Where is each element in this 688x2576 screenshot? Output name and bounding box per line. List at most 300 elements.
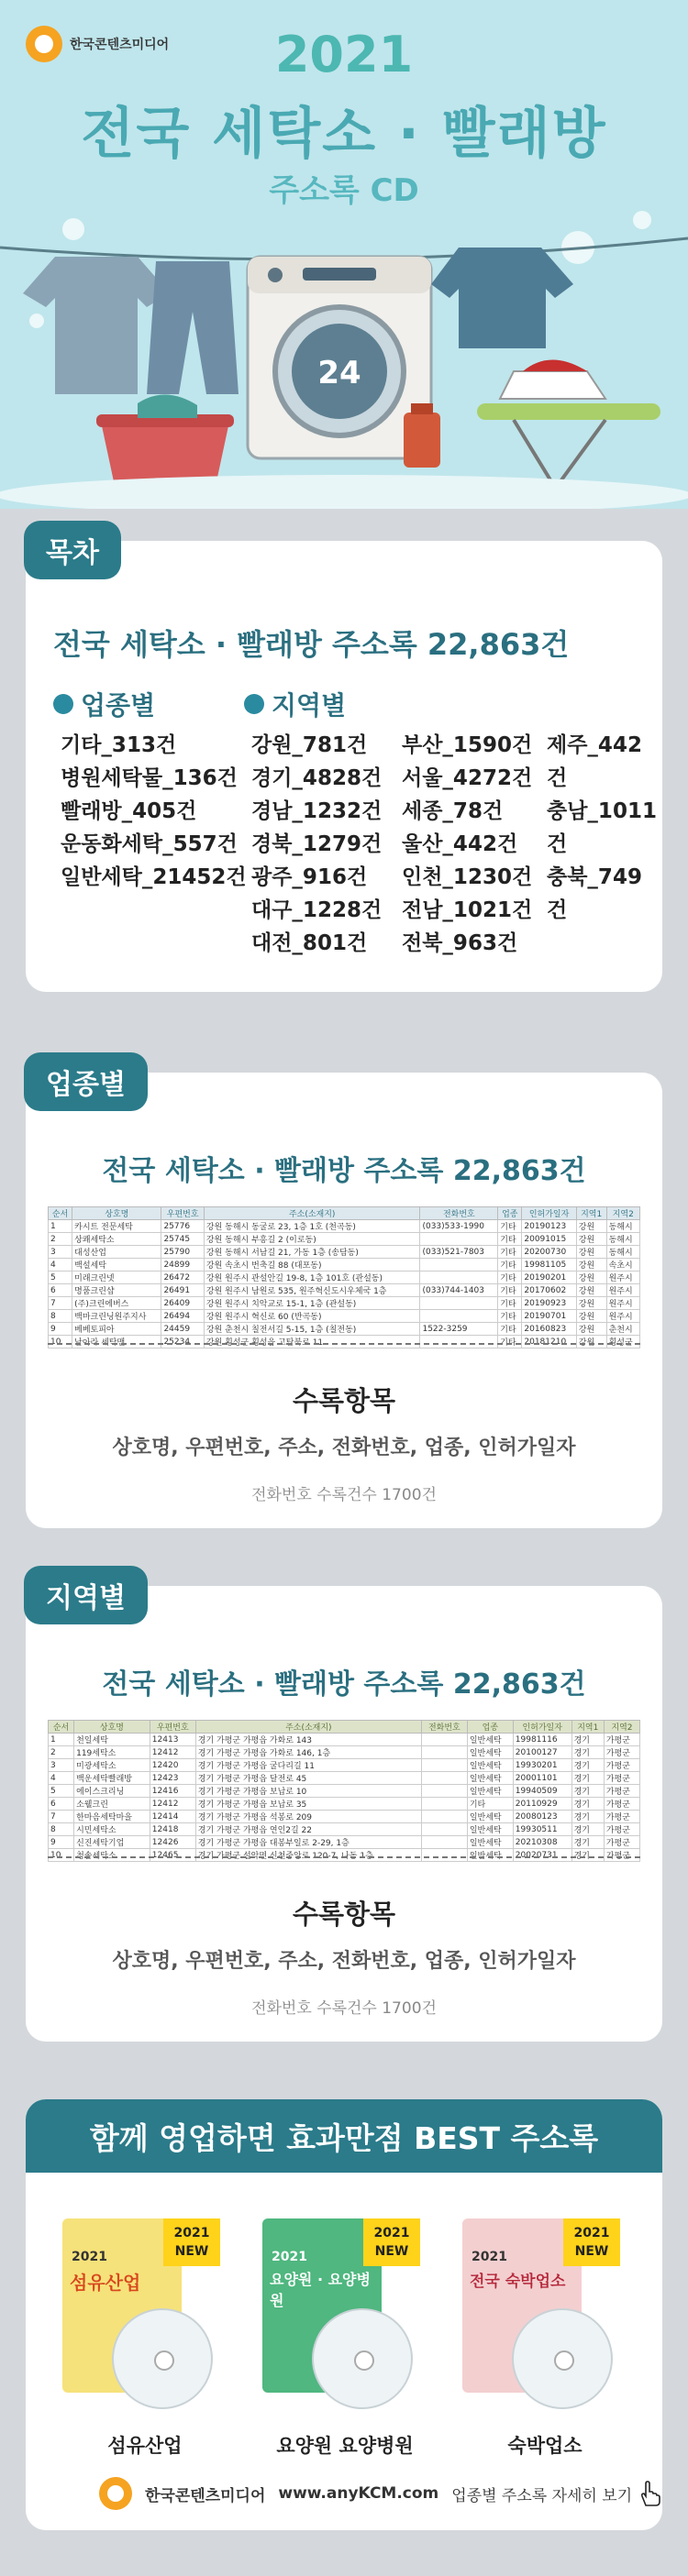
table-cell: 강원	[576, 1259, 606, 1271]
list-item: 경기_4828건	[251, 766, 383, 790]
product-year: 2021	[472, 2250, 507, 2264]
table-cell: 한마음세탁마을	[74, 1811, 150, 1823]
table-cell: 가평군	[604, 1734, 639, 1746]
table-cell: 가평군	[604, 1811, 639, 1823]
table-cell: 일반세탁	[467, 1811, 513, 1823]
table-cell: 일반세탁	[467, 1772, 513, 1785]
table-cell	[420, 1233, 498, 1246]
table-cell: 속초시	[606, 1259, 639, 1271]
table-cell: (033)744-1403	[420, 1284, 498, 1297]
table-cell: 가평군	[604, 1772, 639, 1785]
hand-pointer-icon	[638, 2480, 661, 2507]
table-header-cell: 상호명	[74, 1721, 150, 1734]
table-cell: 12465	[150, 1849, 195, 1862]
more-link-label: 업종별 주소록 자세히 보기	[451, 2486, 633, 2505]
footer-row	[99, 2477, 661, 2510]
table-cell: 20190201	[522, 1271, 576, 1284]
table-cell: 일반세탁	[467, 1823, 513, 1836]
table-cell: 가평군	[604, 1823, 639, 1836]
table-cell: 경기	[571, 1759, 604, 1772]
table-cell: 강원	[576, 1310, 606, 1323]
table-header-cell: 우편번호	[150, 1721, 195, 1734]
table-cell: 기타	[498, 1271, 522, 1284]
table-cell: 미광세탁소	[74, 1759, 150, 1772]
table-cell	[420, 1271, 498, 1284]
divider	[48, 1343, 640, 1345]
region-sample-table	[48, 1720, 640, 1862]
fields-heading: 수록항목	[292, 1899, 396, 1930]
table-row	[49, 1734, 640, 1746]
table-cell: 기타	[498, 1220, 522, 1233]
table-cell: 강원 횡성군 횡성읍 고탑북로 11	[204, 1336, 420, 1349]
region-section	[26, 1582, 662, 2042]
hero-banner	[0, 0, 688, 509]
table-cell: 일반세탁	[467, 1785, 513, 1798]
table-cell	[421, 1746, 467, 1759]
table-cell: 기타	[498, 1297, 522, 1310]
fields-list: 상호명, 우편번호, 주소, 전화번호, 업종, 인허가일자	[112, 1950, 576, 1973]
list-item: 광주_916건	[251, 865, 368, 889]
table-cell: 12426	[150, 1836, 195, 1849]
table-cell: 강원 속초시 번축길 88 (대포동)	[204, 1259, 420, 1271]
table-header-row	[49, 1207, 640, 1220]
table-cell: 26409	[161, 1297, 204, 1310]
table-cell: 경기 가평군 가평읍 보납로 10	[195, 1785, 421, 1798]
table-cell: 기타	[498, 1310, 522, 1323]
table-row	[49, 1246, 640, 1259]
product-caption[interactable]: 요양원 요양병원	[276, 2435, 414, 2457]
table-row	[49, 1836, 640, 1849]
table-row	[49, 1297, 640, 1310]
bullet-icon	[53, 694, 73, 714]
table-cell: 12423	[150, 1772, 195, 1785]
table-cell: 기타	[498, 1233, 522, 1246]
table-cell: 19930201	[513, 1759, 571, 1772]
laundry-illustration	[0, 211, 688, 509]
table-cell	[420, 1310, 498, 1323]
table-cell: 일반세탁	[467, 1746, 513, 1759]
list-item: 대구_1228건	[251, 898, 383, 922]
table-cell: 119세탁소	[74, 1746, 150, 1759]
table-header-cell: 지역2	[604, 1721, 639, 1734]
table-header-cell: 인허가일자	[522, 1207, 576, 1220]
table-cell: 12412	[150, 1798, 195, 1811]
table-cell: 경기 가평군 가평읍 석봉로 209	[195, 1811, 421, 1823]
table-cell: 일반세탁	[467, 1849, 513, 1862]
hero-subtitle: 주소록 CD	[269, 172, 419, 209]
table-cell: 원주시	[606, 1271, 639, 1284]
product-textile[interactable]	[62, 2218, 227, 2402]
new-badge: 2021 NEW	[563, 2218, 620, 2266]
region-title: 전국 세탁소 · 빨래방 주소록 22,863건	[102, 1668, 586, 1701]
table-cell: 20110929	[513, 1798, 571, 1811]
table-cell: 가평군	[604, 1836, 639, 1849]
table-row	[49, 1772, 640, 1785]
table-cell: 동해시	[606, 1246, 639, 1259]
table-cell	[421, 1823, 467, 1836]
table-cell: 20210308	[513, 1836, 571, 1849]
table-cell: 가평군	[604, 1785, 639, 1798]
table-header-cell: 전화번호	[420, 1207, 498, 1220]
table-cell: 20100127	[513, 1746, 571, 1759]
table-cell: 강원 동해시 동굴로 23, 1층 1호 (천곡동)	[204, 1220, 420, 1233]
product-caption[interactable]: 섬유산업	[107, 2435, 183, 2457]
table-cell: 가평군	[604, 1798, 639, 1811]
table-cell: 1	[49, 1220, 72, 1233]
table-row	[49, 1259, 640, 1271]
table-cell: 동해시	[606, 1233, 639, 1246]
table-cell: 20200730	[522, 1246, 576, 1259]
industry-sample-table	[48, 1206, 640, 1349]
list-item: 전남_1021건	[402, 898, 533, 922]
table-cell: 경기	[571, 1849, 604, 1862]
table-cell: 청솔세탁소	[74, 1849, 150, 1862]
table-cell: 상쾌세탁소	[72, 1233, 161, 1246]
list-item: 경북_1279건	[251, 832, 383, 856]
hero-year: 2021	[274, 26, 414, 83]
table-cell: (주)크린에버스	[72, 1297, 161, 1310]
table-row	[49, 1323, 640, 1336]
table-cell: 26494	[161, 1310, 204, 1323]
table-row	[49, 1759, 640, 1772]
table-cell: 강원 동해시 서남길 21, 가동 1층 (송담동)	[204, 1246, 420, 1259]
table-cell: 시민세탁소	[74, 1823, 150, 1836]
list-item: 인천_1230건	[402, 865, 533, 889]
toc-industry-heading	[53, 686, 155, 722]
toc-region-col2	[402, 729, 532, 960]
table-cell: 6	[49, 1798, 74, 1811]
table-cell: 1	[49, 1734, 74, 1746]
list-item: 울산_442건	[402, 832, 518, 856]
table-cell: 강원	[576, 1336, 606, 1349]
table-cell: 12420	[150, 1759, 195, 1772]
table-cell: 원주시	[606, 1297, 639, 1310]
table-cell: 24899	[161, 1259, 204, 1271]
table-row	[49, 1284, 640, 1297]
table-cell: 강원 원주시 혁신로 60 (반곡동)	[204, 1310, 420, 1323]
table-cell: 강원 춘천시 칠전서길 5-15, 1층 (칠전동)	[204, 1323, 420, 1336]
table-cell: 일반세탁	[467, 1759, 513, 1772]
table-cell: 경기	[571, 1823, 604, 1836]
product-nursing[interactable]	[262, 2218, 427, 2402]
table-cell: 26491	[161, 1284, 204, 1297]
table-header-cell: 순서	[49, 1721, 74, 1734]
table-cell: 신진세탁기업	[74, 1836, 150, 1849]
table-row	[49, 1823, 640, 1836]
table-cell: 강원 원주시 남원로 535, 원주혁신도시우체국 1층	[204, 1284, 420, 1297]
table-cell: 10	[49, 1849, 74, 1862]
table-cell: 기타	[498, 1336, 522, 1349]
list-item: 경남_1232건	[251, 799, 383, 823]
table-header-cell: 업종	[467, 1721, 513, 1734]
brand-name: 한국콘텐츠미디어	[70, 38, 170, 52]
new-badge: 2021 NEW	[363, 2218, 420, 2266]
table-cell	[421, 1836, 467, 1849]
table-row	[49, 1798, 640, 1811]
table-cell: 7	[49, 1297, 72, 1310]
table-cell: 일반세탁	[467, 1734, 513, 1746]
table-row	[49, 1746, 640, 1759]
table-cell: 가평군	[604, 1849, 639, 1862]
table-cell: 날아라 세탁맨	[72, 1336, 161, 1349]
toc-region-heading	[244, 686, 346, 722]
list-item: 충북_749건	[547, 865, 642, 922]
table-cell: 베베토피아	[72, 1323, 161, 1336]
table-cell: 경기	[571, 1798, 604, 1811]
list-item: 충남_1011건	[547, 799, 657, 856]
cd-disc-icon	[312, 2308, 413, 2409]
table-cell: 카시트 전문세탁	[72, 1220, 161, 1233]
table-cell: 경기 가평군 가평읍 가화로 143	[195, 1734, 421, 1746]
table-cell: 4	[49, 1259, 72, 1271]
table-cell: 4	[49, 1772, 74, 1785]
best-products-card	[26, 2099, 662, 2530]
fields-list: 상호명, 우편번호, 주소, 전화번호, 업종, 인허가일자	[112, 1437, 576, 1459]
table-cell: (033)521-7803	[420, 1246, 498, 1259]
table-row	[49, 1785, 640, 1798]
table-cell	[421, 1798, 467, 1811]
phone-count-note: 전화번호 수록건수 1700건	[251, 1999, 437, 2018]
table-cell: 강원	[576, 1246, 606, 1259]
table-cell: 20181210	[522, 1336, 576, 1349]
table-cell: 대성산업	[72, 1246, 161, 1259]
best-banner: 함께 영업하면 효과만점 BEST 주소록	[26, 2099, 662, 2173]
toc-industry-label: 업종별	[81, 690, 156, 721]
table-cell: 25790	[161, 1246, 204, 1259]
table-cell: 12416	[150, 1785, 195, 1798]
table-cell: 동해시	[606, 1220, 639, 1233]
toc-region-col1	[251, 729, 382, 960]
table-header-cell: 업종	[498, 1207, 522, 1220]
table-cell: 3	[49, 1759, 74, 1772]
table-cell: 소웰크린	[74, 1798, 150, 1811]
table-header-row	[49, 1721, 640, 1734]
product-name: 요양원 · 요양병원	[270, 2271, 371, 2309]
table-row	[49, 1336, 640, 1349]
table-cell: 강원	[576, 1220, 606, 1233]
table-cell: 경기 가평군 가평읍 가화로 146, 1층	[195, 1746, 421, 1759]
table-cell: 12414	[150, 1811, 195, 1823]
table-cell: 가평군	[604, 1746, 639, 1759]
table-cell	[420, 1297, 498, 1310]
list-item: 빨래방_405건	[61, 799, 197, 823]
product-year: 2021	[272, 2250, 307, 2264]
toc-card	[26, 537, 662, 992]
table-cell: 5	[49, 1785, 74, 1798]
table-cell: 강원	[576, 1323, 606, 1336]
table-cell: 8	[49, 1823, 74, 1836]
table-cell: 20091015	[522, 1233, 576, 1246]
table-cell: 에이스크리닝	[74, 1785, 150, 1798]
table-header-cell: 지역1	[576, 1207, 606, 1220]
table-cell: 경기	[571, 1811, 604, 1823]
table-cell: 천일세탁	[74, 1734, 150, 1746]
table-header-cell: 상호명	[72, 1207, 161, 1220]
table-header-cell: 인허가일자	[513, 1721, 571, 1734]
table-cell: 기타	[467, 1798, 513, 1811]
table-cell: 경기 가평군 가평읍 연인2길 22	[195, 1823, 421, 1836]
table-cell: 25745	[161, 1233, 204, 1246]
list-item: 부산_1590건	[402, 733, 533, 757]
table-header-cell: 지역1	[571, 1721, 604, 1734]
industry-title: 전국 세탁소 · 빨래방 주소록 22,863건	[102, 1155, 586, 1187]
table-cell: 3	[49, 1246, 72, 1259]
table-cell: 춘천시	[606, 1323, 639, 1336]
table-cell: 경기	[571, 1734, 604, 1746]
region-tab: 지역별	[24, 1566, 148, 1624]
list-item: 운동화세탁_557건	[61, 832, 238, 856]
toc-industry-list	[61, 729, 247, 894]
table-cell: 강원	[576, 1284, 606, 1297]
table-cell: 명품크린샵	[72, 1284, 161, 1297]
toc-region-label: 지역별	[272, 690, 347, 721]
list-item: 서울_4272건	[402, 766, 533, 790]
table-cell: 기타	[498, 1259, 522, 1271]
table-row	[49, 1310, 640, 1323]
list-item: 전북_963건	[402, 931, 518, 955]
product-name: 전국 숙박업소	[470, 2273, 566, 2291]
table-cell: 경기 가평군 가평읍 보납로 35	[195, 1798, 421, 1811]
list-item: 일반세탁_21452건	[61, 865, 247, 889]
product-caption[interactable]: 숙박업소	[507, 2435, 583, 2457]
table-header-cell: 우편번호	[161, 1207, 204, 1220]
table-cell: 원주시	[606, 1310, 639, 1323]
table-cell: 6	[49, 1284, 72, 1297]
list-item: 강원_781건	[251, 733, 368, 757]
table-cell: 20080123	[513, 1811, 571, 1823]
bullet-icon	[244, 694, 264, 714]
industry-tab: 업종별	[24, 1052, 148, 1111]
washer-number: 24	[317, 355, 361, 391]
table-cell: 20190923	[522, 1297, 576, 1310]
list-item: 세종_78건	[402, 799, 504, 823]
table-cell: 경기	[571, 1785, 604, 1798]
table-cell: 25776	[161, 1220, 204, 1233]
table-cell: 기타	[498, 1246, 522, 1259]
table-row	[49, 1811, 640, 1823]
table-cell: 1522-3259	[420, 1323, 498, 1336]
table-cell	[421, 1785, 467, 1798]
table-cell: 26472	[161, 1271, 204, 1284]
table-cell: 백설세탁	[72, 1259, 161, 1271]
product-lodging[interactable]	[462, 2218, 627, 2402]
product-year: 2021	[72, 2250, 107, 2264]
table-cell	[421, 1772, 467, 1785]
table-cell: 12412	[150, 1746, 195, 1759]
new-badge: 2021 NEW	[163, 2218, 220, 2266]
toc-region-col3	[547, 729, 662, 927]
table-cell: 강원	[576, 1233, 606, 1246]
table-cell	[421, 1811, 467, 1823]
table-cell: 19981116	[513, 1734, 571, 1746]
table-cell: 12418	[150, 1823, 195, 1836]
table-cell: 경기 가평군 가평읍 달전로 45	[195, 1772, 421, 1785]
footer-brand: 한국콘텐츠미디어	[145, 2486, 266, 2505]
list-item: 제주_442건	[547, 733, 642, 790]
table-cell: 20190123	[522, 1220, 576, 1233]
table-cell: 원주시	[606, 1284, 639, 1297]
table-cell	[420, 1336, 498, 1349]
table-cell: 25234	[161, 1336, 204, 1349]
phone-count-note: 전화번호 수록건수 1700건	[251, 1486, 437, 1504]
table-cell: 경기 가평군 가평읍 굴다리길 11	[195, 1759, 421, 1772]
fields-heading: 수록항목	[292, 1385, 396, 1416]
table-cell: 기타	[498, 1284, 522, 1297]
hero-title: 전국 세탁소 · 빨래방	[81, 102, 607, 166]
table-cell: 2	[49, 1233, 72, 1246]
table-cell: 백마크린닝원주지사	[72, 1310, 161, 1323]
table-cell: 기타	[498, 1323, 522, 1336]
table-cell: (033)533-1990	[420, 1220, 498, 1233]
table-cell: 강원	[576, 1271, 606, 1284]
table-header-cell: 전화번호	[421, 1721, 467, 1734]
table-header-cell: 주소(소재지)	[195, 1721, 421, 1734]
table-cell: 20190701	[522, 1310, 576, 1323]
table-cell: 강원 원주시 관설안길 19-8, 1층 101호 (관설동)	[204, 1271, 420, 1284]
table-cell: 10	[49, 1336, 72, 1349]
table-row	[49, 1271, 640, 1284]
table-cell: 강원	[576, 1297, 606, 1310]
table-row	[49, 1849, 640, 1862]
list-item: 병원세탁물_136건	[61, 766, 238, 790]
table-header-cell: 주소(소재지)	[204, 1207, 420, 1220]
table-cell: 경기	[571, 1836, 604, 1849]
table-cell: 가평군	[604, 1759, 639, 1772]
table-cell: 5	[49, 1271, 72, 1284]
table-cell: 백운세탁빨래방	[74, 1772, 150, 1785]
table-row	[49, 1220, 640, 1233]
table-cell	[421, 1759, 467, 1772]
table-cell	[421, 1734, 467, 1746]
table-cell: 19930511	[513, 1823, 571, 1836]
industry-section	[26, 1069, 662, 1528]
table-cell: 일반세탁	[467, 1836, 513, 1849]
more-link[interactable]	[451, 2480, 661, 2507]
table-header-cell: 지역2	[606, 1207, 639, 1220]
table-cell: 경기	[571, 1746, 604, 1759]
table-cell: 경기	[571, 1772, 604, 1785]
cd-disc-icon	[512, 2308, 613, 2409]
table-cell: 7	[49, 1811, 74, 1823]
table-cell: 20001101	[513, 1772, 571, 1785]
table-cell: 20170602	[522, 1284, 576, 1297]
table-cell: 9	[49, 1323, 72, 1336]
cd-disc-icon	[112, 2308, 213, 2409]
table-cell: 경기 가평군 가평읍 대봉부일로 2-29, 1층	[195, 1836, 421, 1849]
table-cell: 8	[49, 1310, 72, 1323]
brand-logo-icon	[99, 2477, 132, 2510]
table-cell: 미래크린넷	[72, 1271, 161, 1284]
table-cell: 강원 원주시 치악교로 15-1, 1층 (관설동)	[204, 1297, 420, 1310]
site-url-link[interactable]: www.anyKCM.com	[278, 2484, 439, 2503]
table-cell: 12413	[150, 1734, 195, 1746]
table-cell: 2	[49, 1746, 74, 1759]
table-cell: 19981105	[522, 1259, 576, 1271]
table-header-cell: 순서	[49, 1207, 72, 1220]
table-cell: 강원 동해시 부흥길 2 (이로동)	[204, 1233, 420, 1246]
toc-title: 전국 세탁소 · 빨래방 주소록 22,863건	[53, 627, 570, 662]
table-cell: 24459	[161, 1323, 204, 1336]
table-cell: 19940509	[513, 1785, 571, 1798]
table-cell: 20160823	[522, 1323, 576, 1336]
table-cell	[421, 1849, 467, 1862]
divider	[48, 1856, 640, 1858]
product-name: 섬유산업	[70, 2272, 141, 2294]
list-item: 대전_801건	[251, 931, 368, 955]
table-cell	[420, 1259, 498, 1271]
table-cell: 20020731	[513, 1849, 571, 1862]
table-cell: 횡성군	[606, 1336, 639, 1349]
